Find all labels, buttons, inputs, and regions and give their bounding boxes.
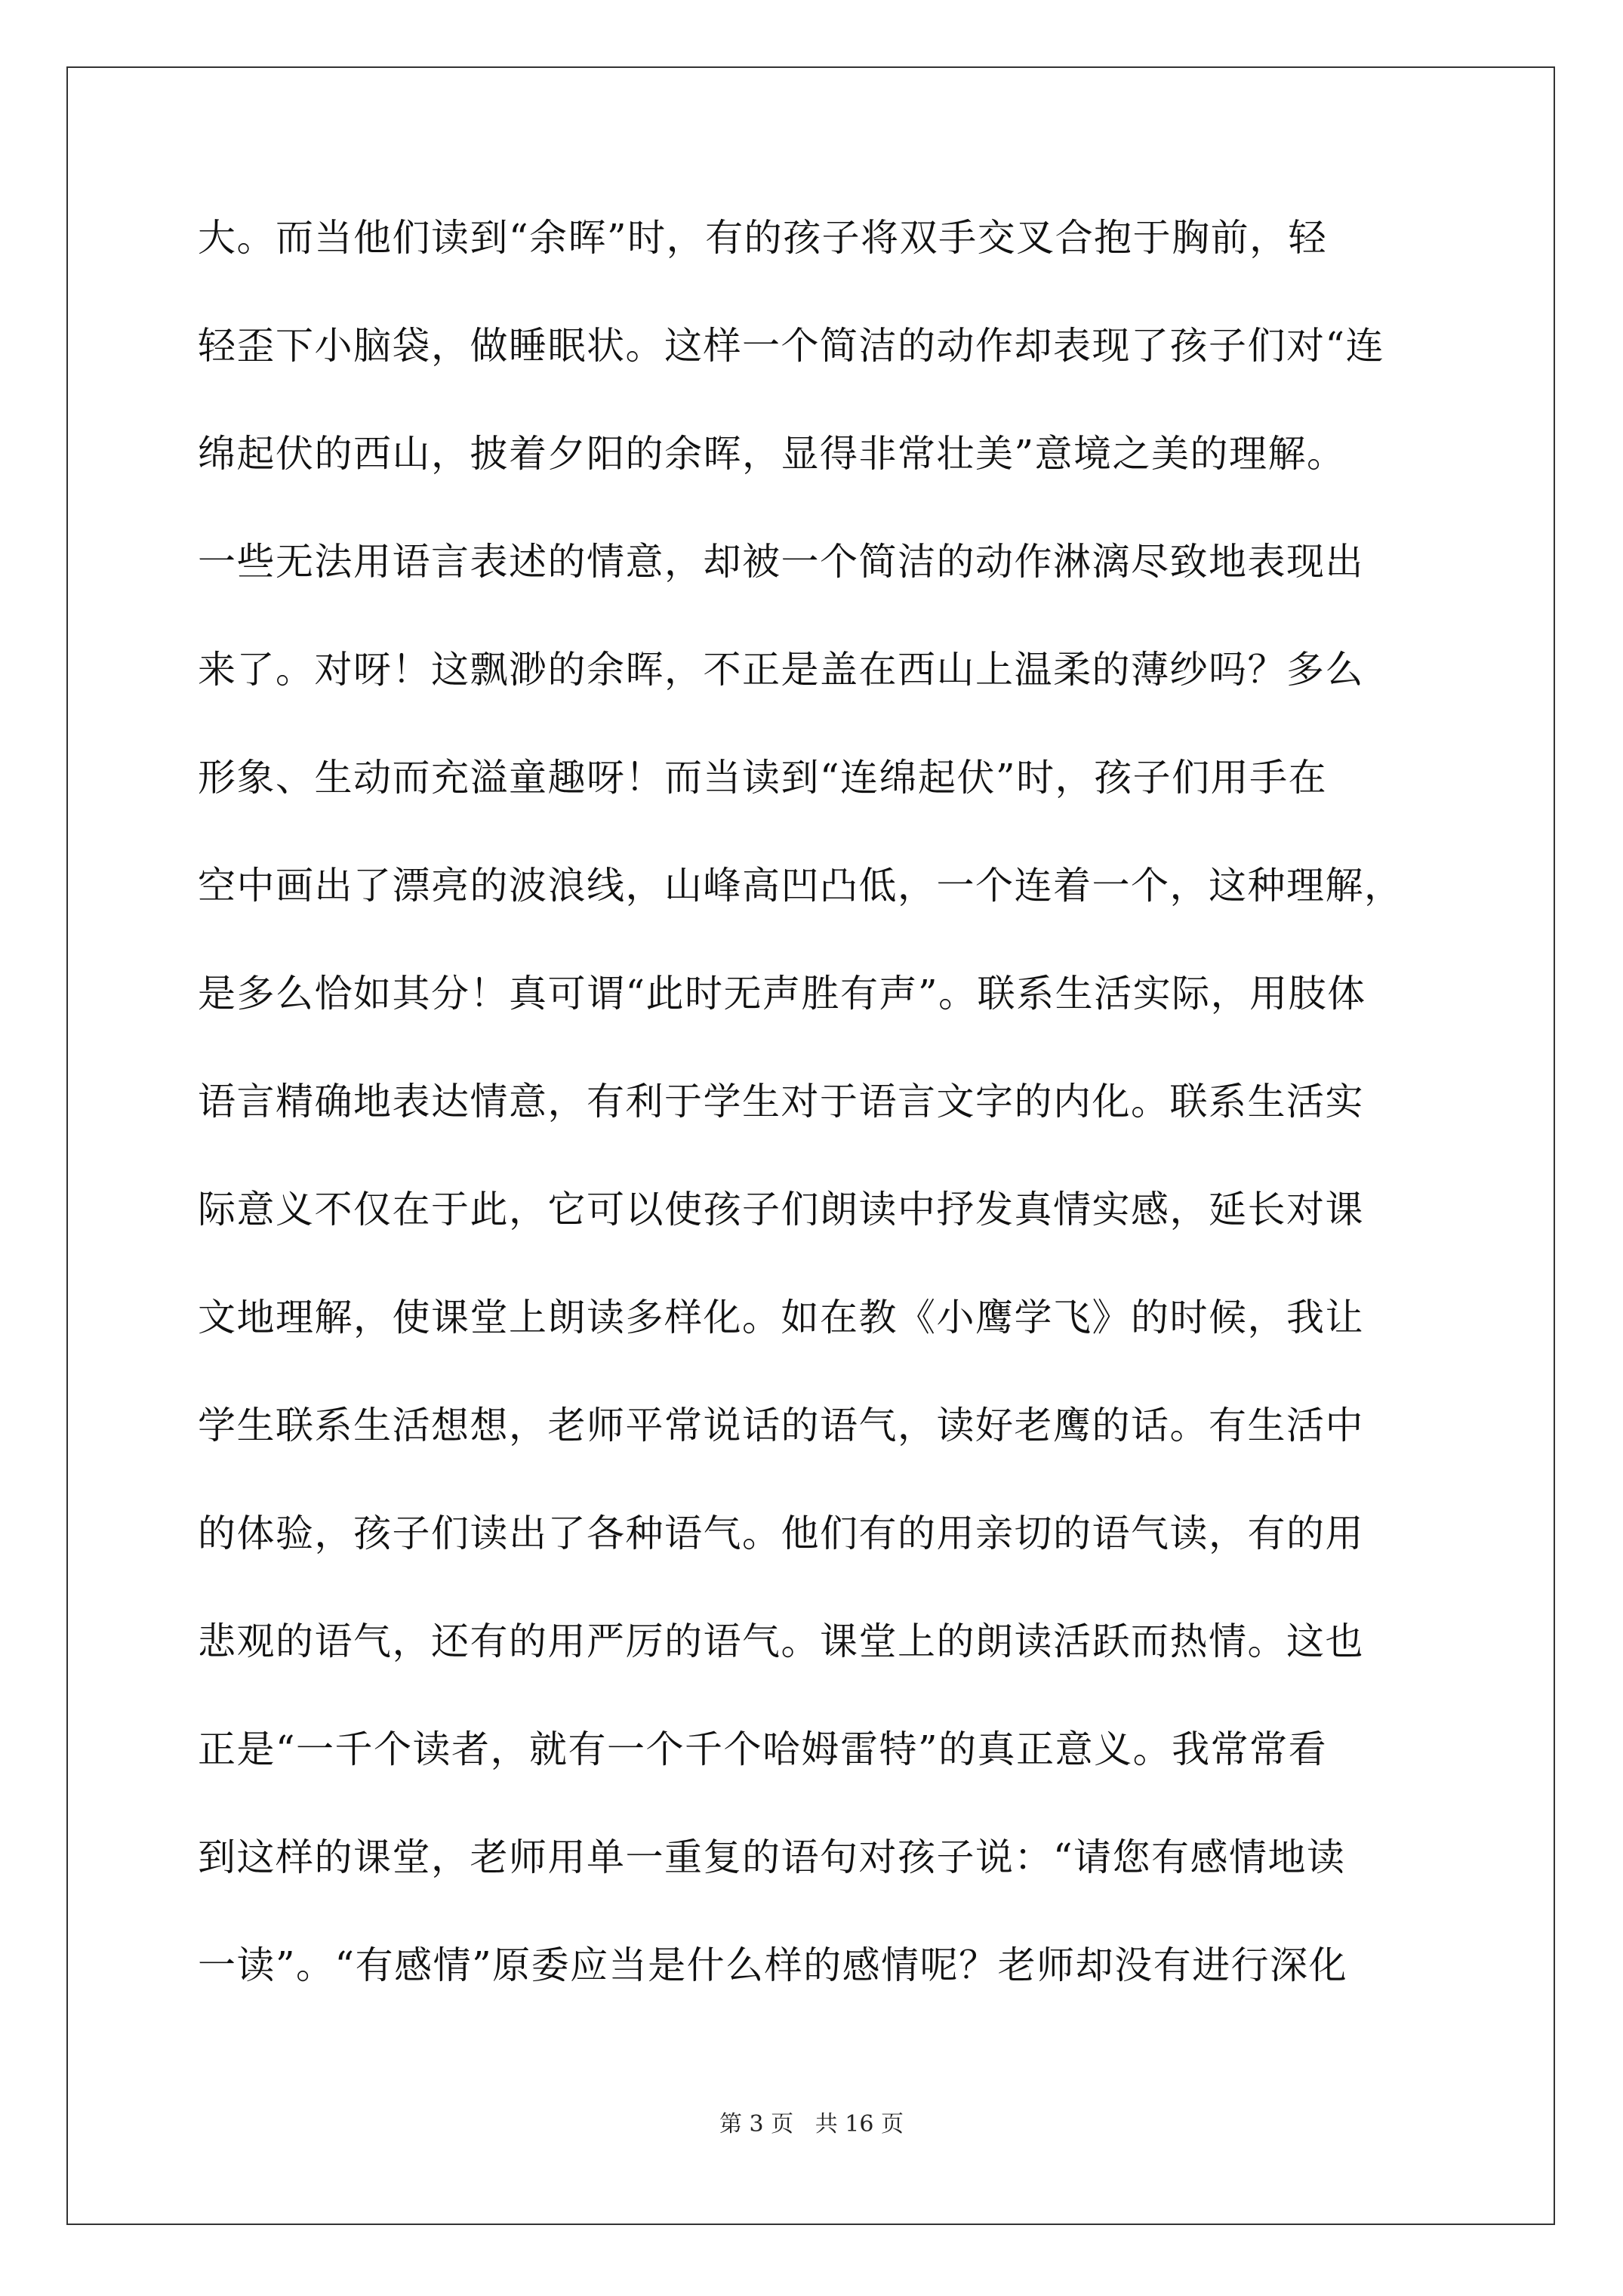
page-total: 共 16 页	[815, 2111, 904, 2137]
page-footer	[0, 2105, 1623, 2138]
text-line: 来了。对呀！这飘渺的余晖，不正是盖在西山上温柔的薄纱吗？多么	[198, 648, 1364, 692]
text-line: 正是“一千个读者，就有一个千个哈姆雷特”的真正意义。我常常看	[198, 1727, 1328, 1771]
text-line: 悲观的语气，还有的用严厉的语气。课堂上的朗读活跃而热情。这也	[198, 1620, 1364, 1663]
text-line: 一些无法用语言表述的情意，却被一个简洁的动作淋漓尽致地表现出	[198, 540, 1364, 584]
page-number: 第 3 页	[719, 2111, 794, 2137]
text-line: 文地理解，使课堂上朗读多样化。如在教《小鹰学飞》的时候，我让	[198, 1296, 1364, 1339]
text-line: 到这样的课堂，老师用单一重复的语句对孩子说：“请您有感情地读	[198, 1835, 1346, 1879]
text-line: 形象、生动而充溢童趣呀！而当读到“连绵起伏”时，孩子们用手在	[198, 756, 1328, 800]
text-line: 的体验，孩子们读出了各种语气。他们有的用亲切的语气读，有的用	[198, 1512, 1364, 1555]
text-line: 际意义不仅在于此，它可以使孩子们朗读中抒发真情实感，延长对课	[198, 1188, 1364, 1231]
text-line: 绵起伏的西山，披着夕阳的余晖，显得非常壮美”意境之美的理解。	[198, 432, 1346, 476]
text-line: 学生联系生活想想，老师平常说话的语气，读好老鹰的话。有生活中	[198, 1404, 1364, 1447]
text-line: 语言精确地表达情意，有利于学生对于语言文字的内化。联系生活实	[198, 1080, 1364, 1123]
text-line: 轻歪下小脑袋，做睡眠状。这样一个简洁的动作却表现了孩子们对“连	[198, 324, 1385, 368]
body-text	[198, 216, 1451, 2054]
text-line: 大。而当他们读到“余晖”时，有的孩子将双手交叉合抱于胸前，轻	[198, 216, 1328, 260]
text-line: 是多么恰如其分！真可谓“此时无声胜有声”。联系生活实际，用肢体	[198, 972, 1366, 1015]
text-line: 一读”。“有感情”原委应当是什么样的感情呢？老师却没有进行深化	[198, 1943, 1348, 1987]
text-line: 空中画出了漂亮的波浪线，山峰高凹凸低，一个连着一个，这种理解，	[198, 864, 1403, 908]
